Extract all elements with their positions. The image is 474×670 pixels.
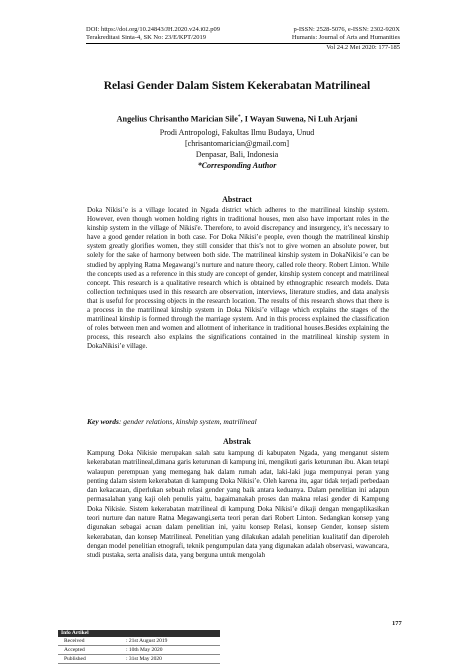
abstract-heading: Abstract — [222, 195, 252, 204]
author-first: Angelius Chrisantho Marician Sile — [116, 114, 238, 124]
doi-link[interactable]: DOI: https://doi.org/10.24843/JH.2020.v24.i02.p09 — [86, 26, 221, 33]
abstrak-heading: Abstrak — [222, 437, 251, 446]
page-number: 177 — [392, 620, 402, 627]
issn: p-ISSN: 2528-5076, e-ISSN: 2302-920X — [293, 26, 400, 33]
journal-name: Humanis: Journal of Arts and Humanities — [291, 34, 400, 41]
info-label: Accepted — [64, 647, 85, 653]
affiliation-city: Denpasar, Bali, Indonesia — [195, 150, 279, 159]
info-value: : 21st August 2019 — [126, 638, 168, 644]
author-list — [0, 114, 474, 124]
info-row-received — [58, 637, 220, 646]
article-info-heading: Info Artikel — [58, 630, 220, 637]
info-row-accepted — [58, 646, 220, 655]
author-others: , I Wayan Suwena, Ni Luh Arjani — [240, 114, 358, 124]
info-value: : 10th May 2020 — [126, 647, 163, 653]
keywords-label: Key words — [87, 417, 119, 426]
accreditation: Terakreditasi Sinta-4, SK No: 23/E/KPT/2019 — [86, 34, 206, 41]
corresponding-mark: * — [237, 114, 241, 120]
paper-title: Relasi Gender Dalam Sistem Kekerabatan Matrilineal — [103, 80, 371, 92]
abstract-text: Doka Nikisi’e is a village located in Ngada district which adheres to the matrilineal kinship system. However, even though women holding rights in traditional houses, men also have important roles in the kinship system in the village of Nikisi'e. Therefore, to avoid discrepancy and insurgency, it’s necessary to have a good gender relation in both case. For Doka Nikisi’e people, even though the matrilineal kinship system greatly glorifies women, they still consider that this’s not to give women an absolute power, but solely for the sake of harmony between both side. The matrilineal kinship system in DokaNikisi’e can be studied by applying Ratna Megawangi’s nurture and nature theory, called role theory. Robert Linton. While the concepts used as a reference in this study are concept of gender, kinship system concept and matrilineal concept. This research is a qualitative research which is obtained by ethnographic research models. Data collection techniques used in this research are observation, interviews, literature studies, and data analysis that is useful for processing objects in the research location. The results of this research shows that there is a process in the matrilineal kinship system in Doka Nikisi’e village which explains the stages of the matrilineal kinship is formed through the marriage system. And in this process explained the classification of roles between men and women and allotment of inheritance in traditional houses.Besides explaining the process, this research also explains the significations contained in the matrilineal kinship system in DokaNikisi’e village. — [87, 206, 389, 351]
affiliation-dept: Prodi Antropologi, Fakultas Ilmu Budaya, Unud — [159, 128, 315, 137]
info-value: : 31st May 2020 — [126, 656, 162, 662]
info-row-published — [58, 655, 220, 664]
author-email[interactable]: [chrisantomarician@gmail.com] — [185, 139, 289, 148]
corresponding-author-note: *Corresponding Author — [197, 161, 277, 170]
keywords — [87, 417, 389, 426]
running-header — [86, 26, 400, 52]
volume-info: Vol 24.2 Mei 2020: 177-185 — [326, 44, 400, 51]
info-label: Received — [64, 638, 85, 644]
abstrak-text: Kampung Doka Nikisie merupakan salah satu kampung di kabupaten Ngada, yang menganut sistem kekerabatan matrilineal,dimana garis keturunan di kampung ini, mengikuti garis keturunan ibu. Akan tetapi walaupun perempuan yang memegang hak dalam rumah adat, laki-laki juga mempunyai peran yang penting dalam sistem kekerabatan di kampung Doka Nikisi’e. Oleh karena itu, agar tidak terjadi perbedaan dan kekacauan, diperlukan sebuah relasi gender yang baik antara keduanya. Dalam penelitian ini adapun permasalahan yang kaji oleh penulis yaitu, bagaimanakah proses dan makna relasi gender di Kampung Doka Nikisie. Sistem kekerabatan matrilineal di kampung Doka Nikisi’e dikaji dengan mengaplikasikan teori nurture dan nature Ratna Megawangi,serta teori peran dari Robert Linton. Sedangkan konsep yang digunakan sebagai acuan dalam penelitian ini, yaitu konsep Relasi, konsep Gender, konsep sistem kekerabatan, dan konsep Matrilineal. Penelitian yang dilakukan adalah penelitian kualitatif dan diperoleh dengan model penelitian etnografi, teknik pengumpulan data yang digunakan adalah observasi, wawancara, studi pustaka, serta analisis data, yang berguna untuk mengolah — [87, 449, 389, 560]
article-info-box — [58, 630, 220, 664]
info-label: Published — [64, 656, 86, 662]
keywords-value: : gender relations, kinship system, matrilineal — [118, 417, 257, 426]
